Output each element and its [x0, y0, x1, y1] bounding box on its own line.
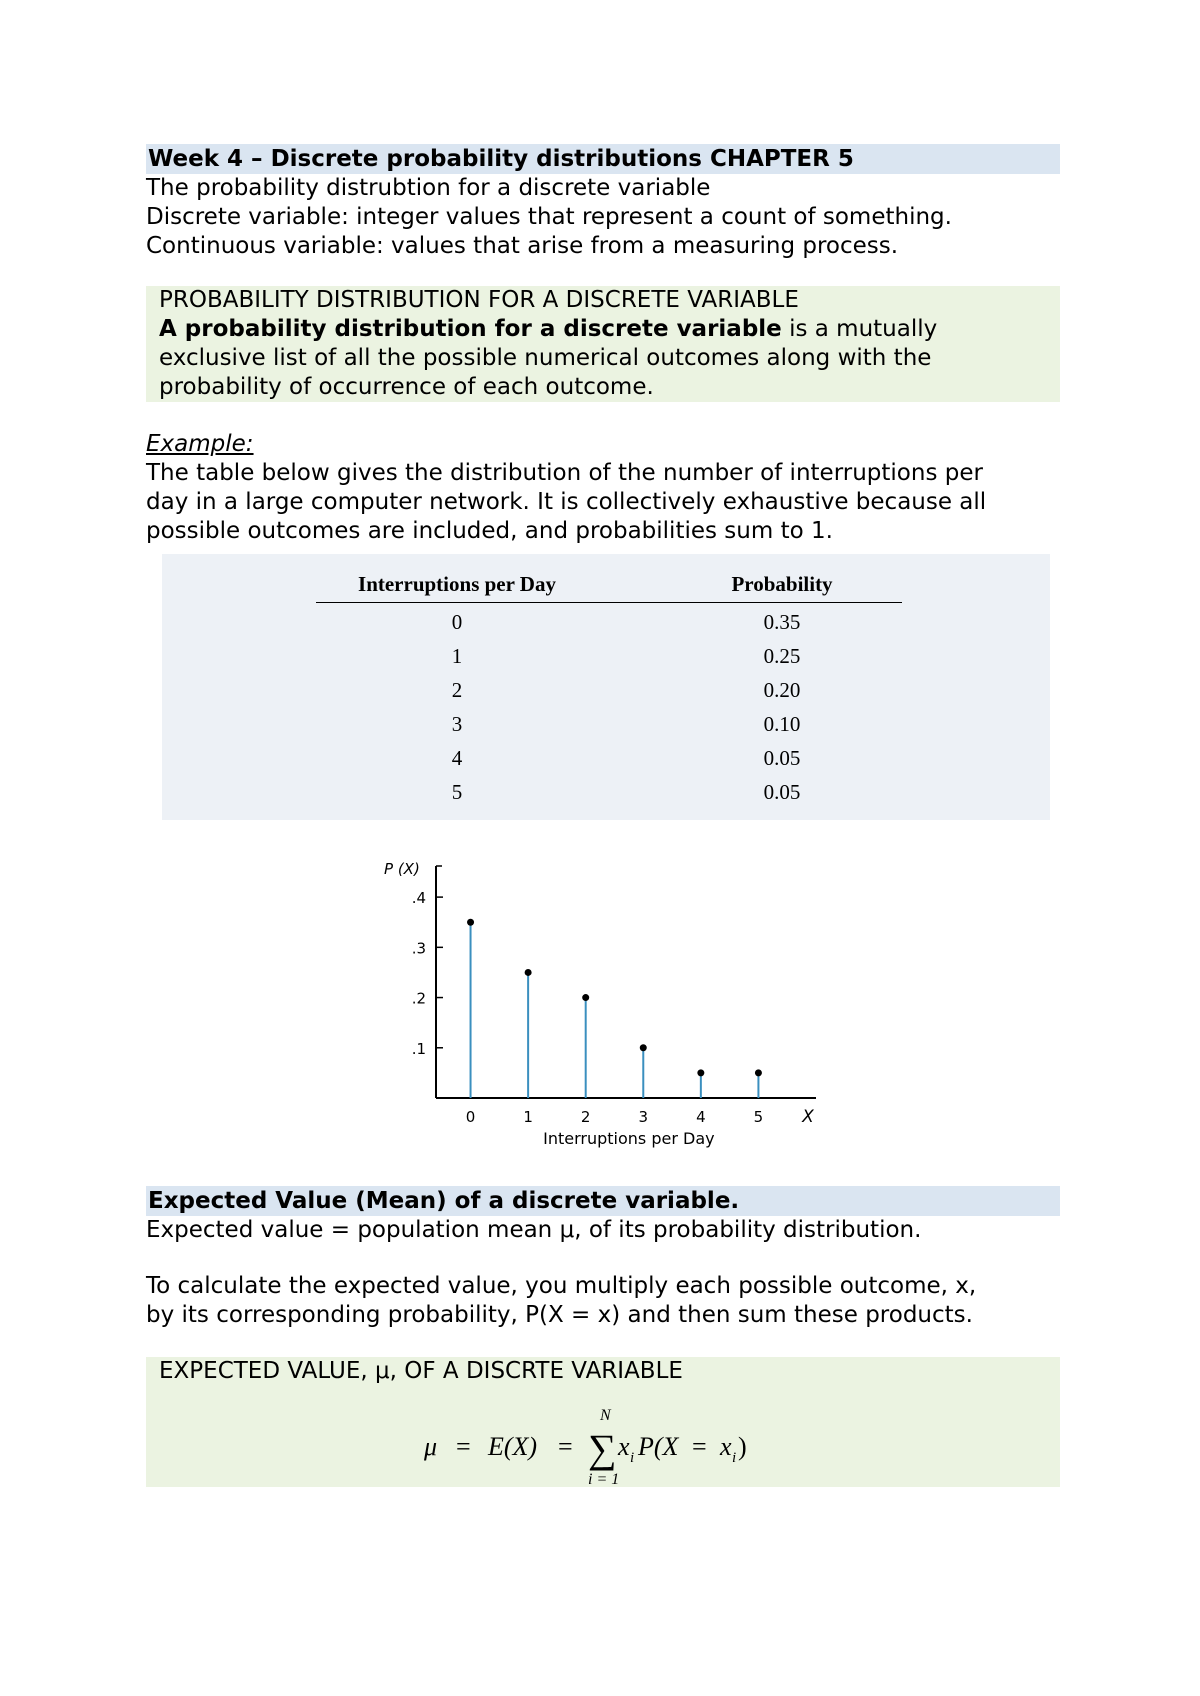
- formula-upper-limit: N: [600, 1407, 611, 1424]
- example-label: Example:: [146, 431, 254, 457]
- expected-value-heading: Expected Value (Mean) of a discrete variable.: [146, 1186, 1060, 1216]
- x-tick-label: 0: [465, 1108, 476, 1126]
- definition-line-3: probability of occurrence of each outcome.: [159, 374, 654, 400]
- y-axis-label: P (X): [384, 860, 420, 878]
- expected-value-formula: [420, 1400, 780, 1490]
- definition-box: [146, 286, 1060, 402]
- y-tick-label: .2: [411, 989, 426, 1008]
- definition-title: PROBABILITY DISTRIBUTION FOR A DISCRETE VARIABLE: [159, 287, 799, 313]
- example-line-1: The table below gives the distribution of the number of interruptions per: [146, 460, 983, 486]
- intro-line-1: The probability distrubtion for a discrete variable: [146, 175, 711, 201]
- table-cell: 0.10: [763, 712, 801, 736]
- x-tick-label: 1: [523, 1108, 533, 1126]
- definition-line-2: exclusive list of all the possible numerical outcomes along with the: [159, 345, 932, 371]
- table-header-probability: Probability: [731, 572, 833, 596]
- formula-p: P(X: [638, 1432, 679, 1461]
- intro-line-2: Discrete variable: integer values that represent a count of something.: [146, 204, 952, 230]
- table-cell: 3: [451, 712, 463, 736]
- expected-line-2: To calculate the expected value, you multiply each possible outcome, x,: [146, 1273, 977, 1299]
- formula-lower-limit: i = 1: [588, 1471, 620, 1488]
- x-tick-label: 3: [638, 1108, 649, 1126]
- formula-equals-3: =: [692, 1432, 707, 1461]
- formula-title: EXPECTED VALUE, μ, OF A DISCRTE VARIABLE: [159, 1358, 683, 1384]
- x-tick-label: 2: [580, 1108, 591, 1126]
- example-line-2: day in a large computer network. It is collectively exhaustive because all: [146, 489, 987, 515]
- definition-bold-lead: A probability distribution for a discrete variable: [159, 316, 782, 342]
- x-tick-label: 4: [696, 1108, 706, 1126]
- table-header-interruptions: Interruptions per Day: [358, 572, 556, 596]
- probability-chart: [370, 856, 850, 1156]
- intro-line-3: Continuous variable: values that arise from a measuring process.: [146, 233, 899, 259]
- table-cell: 0: [451, 610, 463, 634]
- table-cell: 0.05: [763, 780, 801, 804]
- y-tick-label: .1: [411, 1039, 426, 1058]
- x-axis-symbol: X: [802, 1107, 814, 1127]
- example-line-3: possible outcomes are included, and probabilities sum to 1.: [146, 518, 833, 544]
- x-axis-label: Interruptions per Day: [543, 1129, 715, 1148]
- table-cell: 0.35: [763, 610, 801, 634]
- table-cell: 5: [451, 780, 463, 804]
- probability-chart-svg: [370, 856, 850, 1156]
- formula-sub-i2: i: [732, 1450, 737, 1466]
- definition-line-1: [159, 315, 937, 344]
- table-cell: 4: [451, 746, 463, 770]
- stem-point: [697, 1069, 704, 1076]
- y-tick-label: .4: [411, 889, 426, 908]
- formula-ex: E(X): [488, 1432, 538, 1461]
- expected-line-1: Expected value = population mean μ, of its probability distribution.: [146, 1217, 922, 1243]
- expected-line-3: by its corresponding probability, P(X = x) and then sum these products.: [146, 1302, 973, 1328]
- stem-point: [640, 1044, 647, 1051]
- formula-x2: x: [720, 1432, 732, 1461]
- formula-sub-i: i: [630, 1450, 635, 1466]
- x-tick-label: 5: [753, 1108, 764, 1126]
- formula-sigma: ∑: [588, 1426, 617, 1471]
- table-cell: 0.25: [763, 644, 801, 668]
- formula-x: x: [618, 1432, 630, 1461]
- stem-point: [582, 994, 589, 1001]
- stem-point: [467, 919, 474, 926]
- table-cell: 2: [451, 678, 463, 702]
- week-heading: Week 4 – Discrete probability distributions CHAPTER 5: [146, 144, 1060, 174]
- table-cell: 1: [451, 644, 463, 668]
- formula-equals-1: =: [456, 1432, 471, 1461]
- formula-mu: μ: [424, 1432, 438, 1461]
- formula-svg: [420, 1400, 780, 1490]
- formula-equals-2: =: [558, 1432, 573, 1461]
- definition-rest: is a mutually: [781, 316, 938, 342]
- formula-close-paren: ): [738, 1432, 747, 1461]
- y-tick-label: .3: [411, 939, 426, 958]
- stem-point: [755, 1069, 762, 1076]
- table-header-rule: [316, 602, 902, 603]
- stem-point: [525, 969, 532, 976]
- table-cell: 0.05: [763, 746, 801, 770]
- distribution-table: [162, 554, 1050, 820]
- table-cell: 0.20: [763, 678, 801, 702]
